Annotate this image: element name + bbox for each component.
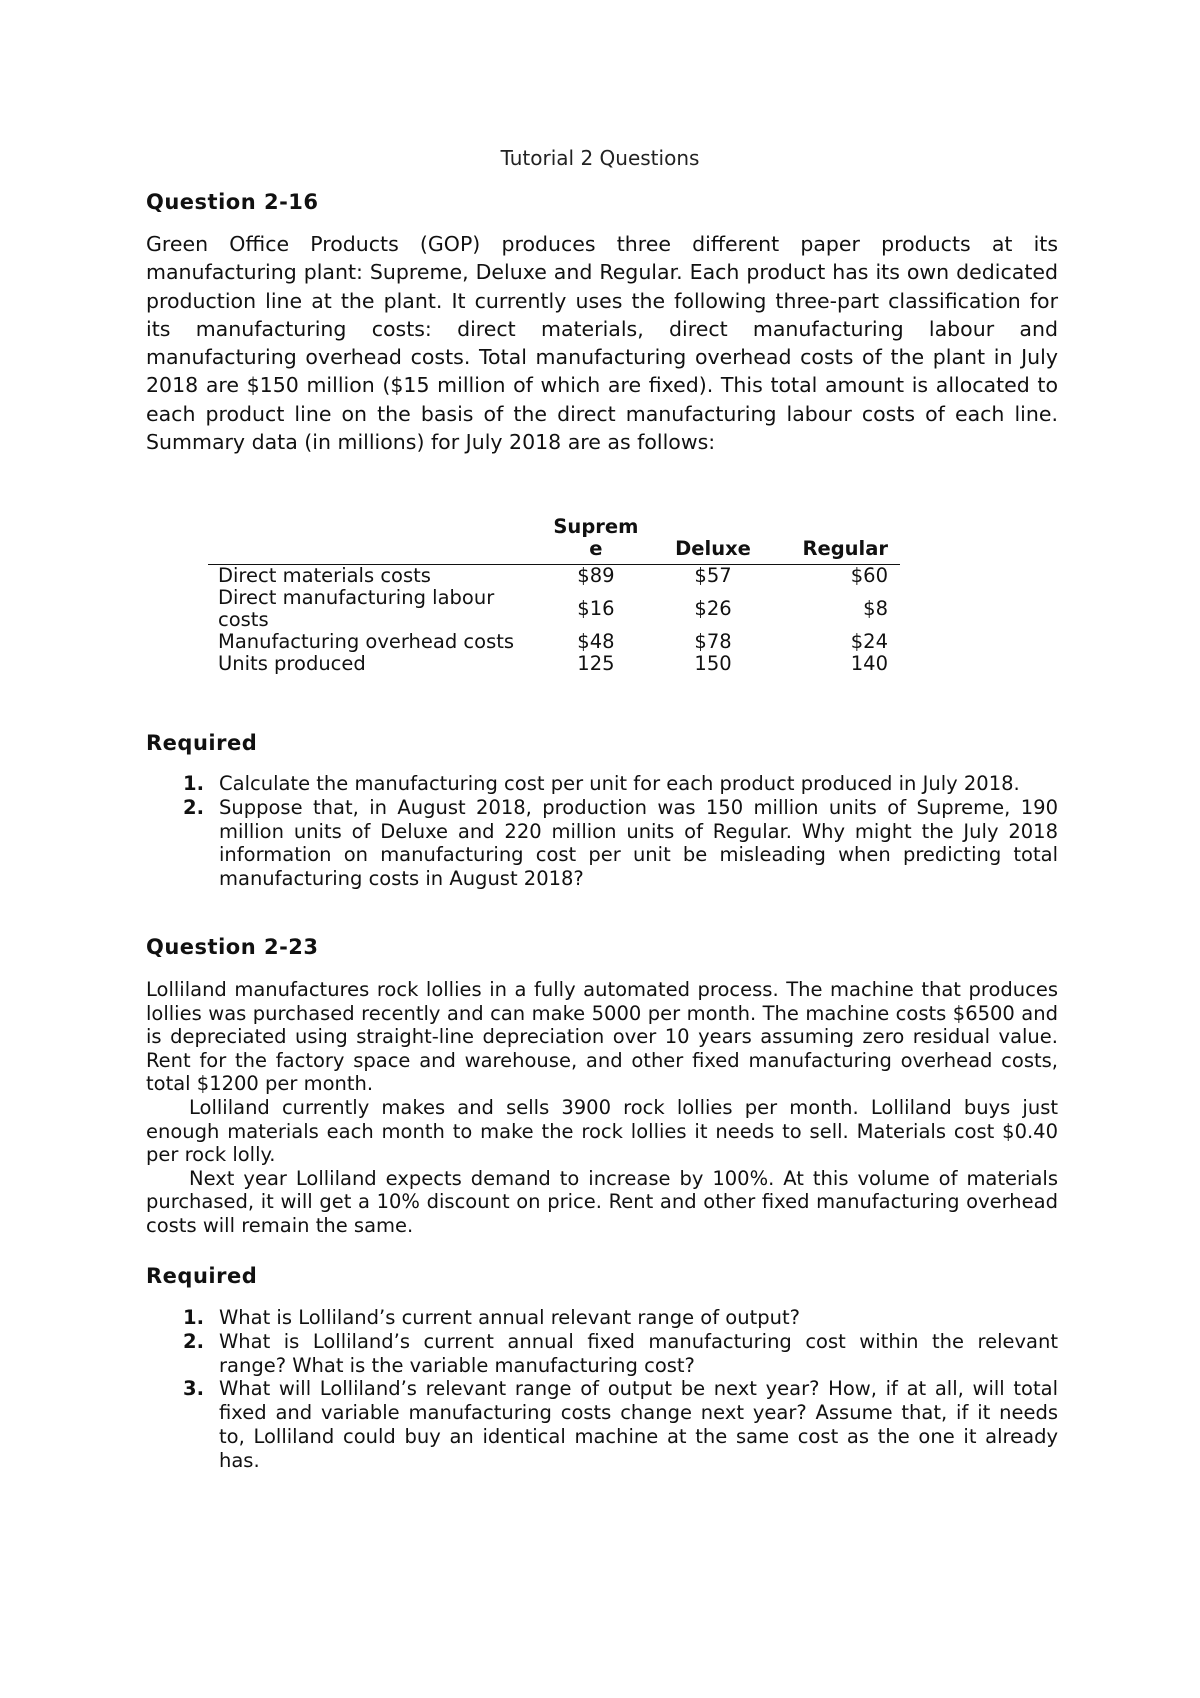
list-item-number: 2. bbox=[183, 1329, 204, 1353]
document-title: Tutorial 2 Questions bbox=[500, 146, 700, 170]
cell-deluxe: 150 bbox=[694, 652, 732, 675]
list-item-text: What will Lolliland’s relevant range of output be next year? How, if at all, will total fixed and variable manufacturing costs change next year? Assume that, if it needs to, Lolliland could buy an identical machine at the same cost as the one it already has. bbox=[219, 1377, 1058, 1472]
row-label: Direct manufacturing labour costs bbox=[218, 586, 495, 631]
list-item-number: 1. bbox=[183, 1306, 204, 1329]
cell-deluxe: $57 bbox=[694, 564, 732, 587]
list-item-number: 2. bbox=[183, 795, 204, 819]
cell-supreme: $89 bbox=[577, 564, 615, 587]
list-item bbox=[146, 1330, 1058, 1378]
list-item bbox=[146, 772, 1058, 796]
question-2-16-body: Green Office Products (GOP) produces three different paper products at its manufacturing plant: Supreme, Deluxe and Regular. Each product has its own dedicated production line at the plant. It currently uses the following three-part classification for its manufacturing costs: direct materials, direct manufacturing labour and manufacturing overhead costs. Total manufacturing overhead costs of the plant in July 2018 are $150 million ($15 million of which are fixed). This total amount is allocated to each product line on the basis of the direct manufacturing labour costs of each line. Summary data (in millions) for July 2018 are as follows: bbox=[146, 232, 1058, 455]
table-header-supreme bbox=[537, 516, 654, 565]
table-row bbox=[208, 565, 900, 588]
cell-supreme: $48 bbox=[577, 630, 615, 653]
row-label: Units produced bbox=[218, 652, 366, 675]
list-item-number: 3. bbox=[183, 1377, 204, 1401]
list-item bbox=[146, 1306, 1058, 1330]
paragraph: Lolliland manufactures rock lollies in a fully automated process. The machine that produces lollies was purchased recently and can make 5000 per month. The machine costs $6500 and is depreciated using straight-line depreciation over 10 years assuming zero residual value. Rent for the factory space and warehouse, and other fixed manufacturing overhead costs, total $1200 per month. bbox=[146, 978, 1058, 1096]
question-2-23-required-heading: Required bbox=[146, 1264, 258, 1288]
table-row bbox=[208, 631, 900, 653]
question-2-23-required-list bbox=[146, 1306, 1058, 1473]
table-header-blank bbox=[208, 516, 537, 565]
cell-regular: 140 bbox=[850, 652, 888, 675]
question-2-16-heading: Question 2-16 bbox=[146, 190, 319, 214]
cell-regular: $60 bbox=[850, 564, 888, 587]
list-item-text: What is Lolliland’s current annual relevant range of output? bbox=[219, 1306, 800, 1329]
cell-supreme: 125 bbox=[577, 652, 615, 675]
list-item-text: What is Lolliland’s current annual fixed manufacturing cost within the relevant range? What is the variable manufacturing cost? bbox=[219, 1329, 1058, 1377]
row-label: Manufacturing overhead costs bbox=[218, 630, 515, 653]
question-2-16-required-heading: Required bbox=[146, 731, 258, 755]
cell-deluxe: $26 bbox=[694, 597, 732, 620]
table-header-supreme-line2: e bbox=[589, 537, 603, 560]
summary-data-table bbox=[208, 516, 900, 675]
table-header-regular: Regular bbox=[802, 537, 888, 560]
table-header-supreme-line1: Suprem bbox=[553, 515, 639, 538]
table-row bbox=[208, 587, 900, 631]
table-row bbox=[208, 653, 900, 675]
table-header-deluxe: Deluxe bbox=[675, 537, 751, 560]
question-2-23-heading: Question 2-23 bbox=[146, 935, 319, 959]
list-item bbox=[146, 796, 1058, 891]
paragraph: Next year Lolliland expects demand to increase by 100%. At this volume of materials purchased, it will get a 10% discount on price. Rent and other fixed manufacturing overhead costs will remain the same. bbox=[146, 1166, 1058, 1237]
cell-supreme: $16 bbox=[577, 597, 615, 620]
cell-regular: $8 bbox=[863, 597, 888, 620]
list-item-text: Calculate the manufacturing cost per unit for each product produced in July 2018. bbox=[219, 772, 1020, 795]
table-header-row bbox=[208, 516, 900, 565]
paragraph: Lolliland currently makes and sells 3900 rock lollies per month. Lolliland buys just enough materials each month to make the rock lollies it needs to sell. Materials cost $0.40 per rock lolly. bbox=[146, 1095, 1058, 1167]
question-2-16-required-list bbox=[146, 772, 1058, 891]
list-item-number: 1. bbox=[183, 772, 204, 795]
row-label: Direct materials costs bbox=[218, 564, 431, 587]
cell-regular: $24 bbox=[850, 630, 888, 653]
list-item bbox=[146, 1377, 1058, 1472]
question-2-23-body bbox=[146, 978, 1058, 1238]
cell-deluxe: $78 bbox=[694, 630, 732, 653]
list-item-text: Suppose that, in August 2018, production was 150 million units of Supreme, 190 million units of Deluxe and 220 million units of Regular. Why might the July 2018 information on manufacturing cost per unit be misleading when predicting total manufacturing costs in August 2018? bbox=[219, 795, 1058, 891]
